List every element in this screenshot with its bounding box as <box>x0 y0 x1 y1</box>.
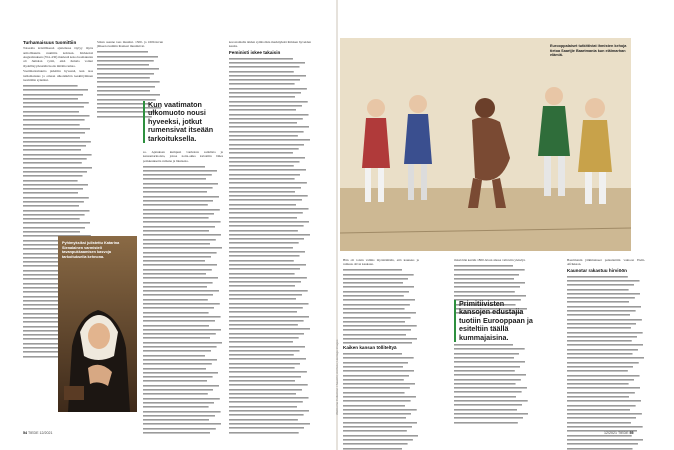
section-heading: Feministi iskee takaisin <box>229 50 281 56</box>
body-paragraph: Vaatimattomuutta pidettiin hyveenä, kun taas turhamaisuus ja omaan ulkonäköön keskittyminen tuomittiin synniksi. <box>23 69 93 82</box>
body-paragraph: Sitten asenne taas muuttui. 1500- ja 1600-luvun jälkeen ruumiin ihanteet muuttuivat. <box>97 40 163 49</box>
text-line <box>567 446 645 450</box>
body-paragraph: Hän oli toisin valmis myöntämään, että kauneus ja rumuus olivat kaukaan. <box>343 258 419 267</box>
saint-portrait-image <box>58 236 137 412</box>
page-number: 55 <box>629 431 634 435</box>
body-paragraph: Toisaalta kristillisessä ajattelussa täytyy myös armollisuutta ruumiita kohtaan. Kirkkoisä Augustinuksen (354–430) mielestä koko luomakunta oli Jumalan työtä, eikä Jumala voinut täydellisyydessään luoda mitään rumaa. <box>23 46 93 68</box>
section-heading: Kaiken kansan tölliteltyä <box>343 345 397 351</box>
left-col-2-bottom <box>143 150 223 412</box>
image-caption: Pyhimyksiksi julistettu Katarina Sienalainen varmisteli tavanpukkaamisen kasvoja tarkoituksella kehnona. <box>62 241 120 260</box>
section-heading: Turhamaisuus tuomittiin <box>23 40 77 45</box>
text-lines <box>343 268 419 345</box>
satire-illustration <box>340 38 631 251</box>
text-line <box>229 430 311 434</box>
magazine-name: TIEDE <box>617 431 629 435</box>
satirical-print-image <box>340 38 631 251</box>
photo-credit: Wellcome Collection / Saatchi; Archivio; Heritage Images <box>335 339 339 415</box>
page-number: 54 <box>23 431 27 435</box>
issue-label: 12/2021 <box>39 431 53 435</box>
magazine-name: TIEDE <box>27 431 39 435</box>
body-paragraph: sa. Ajatuksen kumpusi vanhoista sadulista ja kansantarinoista, joissa noita-akka kuvattiin lähes poikkeuksetta rumana ja likaisena. <box>143 150 223 163</box>
body-paragraph: korostamalla niiden symbolisia merkityksiä ihmisen hyveiden kautta. <box>229 40 311 49</box>
text-lines <box>343 352 419 450</box>
portrait-illustration <box>58 236 137 412</box>
text-line <box>454 420 530 424</box>
text-lines <box>143 164 223 435</box>
right-col-1 <box>343 258 419 413</box>
pull-quote: Kun vaatimaton ulkomuoto nousi hyveeksi, jotkut rumensivat itseään tarkoituksella. <box>143 101 226 143</box>
section-heading: Kaunotar rakastuu hirviöön <box>567 268 627 274</box>
left-col-2-top <box>97 40 163 100</box>
right-col-2-top <box>454 258 530 296</box>
left-footer <box>23 431 53 435</box>
right-footer <box>604 431 634 435</box>
left-col-3 <box>229 40 311 412</box>
text-line <box>143 431 223 435</box>
text-lines <box>229 57 311 435</box>
issue-label: 12/2021 <box>604 431 617 435</box>
image-caption: Eurooppalaiset tutkittiviat ihmisten kehoja tietoa Saartjie Baartmania kun eläimarhan elämiä. <box>550 44 627 58</box>
text-lines <box>567 275 645 450</box>
text-lines <box>454 343 530 425</box>
body-paragraph: Baartmanin jälkimaineet palauttettiin vainoon Etelä-Afrikkaan. <box>567 258 645 267</box>
body-paragraph: missä hän kerääs 1800-luvun alussa valtaviin yleisöjä. <box>454 258 526 262</box>
pull-quote: Primitiivisten kansojen edustajia tuotiin Eurooppaan ja esiteltiin täällä kummajaisina. <box>454 300 535 342</box>
right-col-3 <box>567 258 645 413</box>
right-col-2-bottom <box>454 343 530 413</box>
text-line <box>343 446 419 450</box>
